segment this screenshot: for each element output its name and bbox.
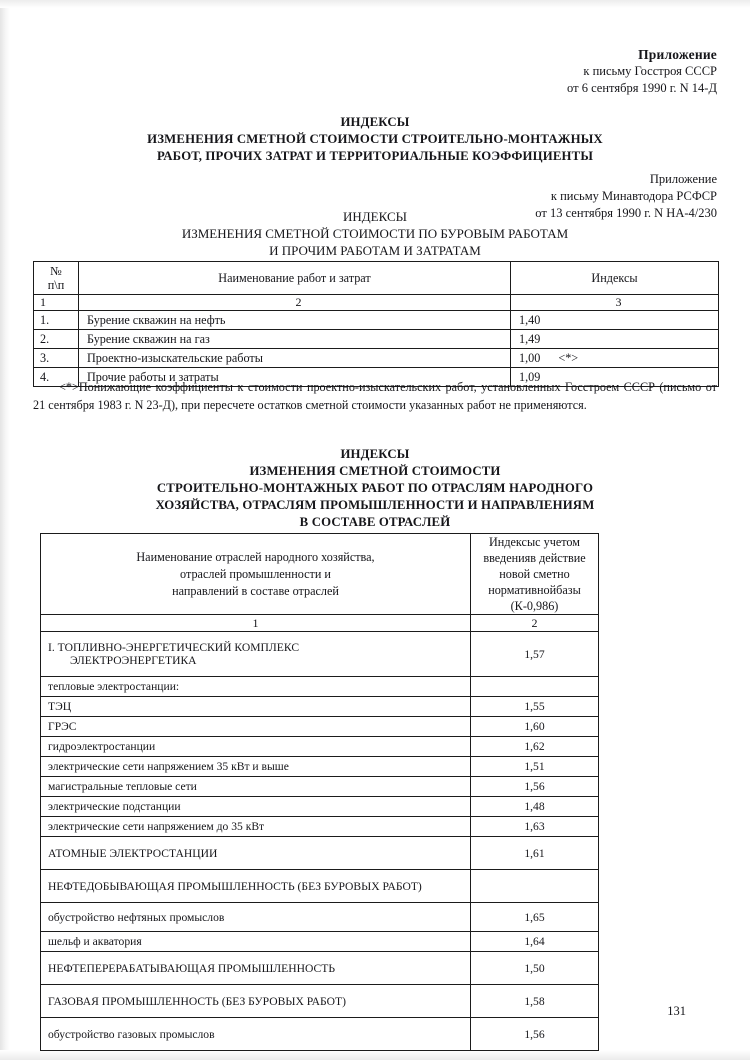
column-header-number: № п\п <box>34 262 79 295</box>
reference-title-gosstroy: Приложение <box>638 47 717 62</box>
cell-index-value <box>511 311 719 330</box>
cell-row-number: 2. <box>34 330 79 349</box>
branch-name-line: ТЭЦ <box>48 700 72 713</box>
scan-edge-bottom <box>0 1050 750 1060</box>
cell-branch-name <box>41 837 471 870</box>
table-two-header-row <box>41 534 599 615</box>
heading-branches-line-3: СТРОИТЕЛЬНО-МОНТАЖНЫХ РАБОТ ПО ОТРАСЛЯМ НАРОДНОГО <box>156 481 594 495</box>
table-row <box>41 932 599 952</box>
heading-drilling-line-1: ИНДЕКСЫ <box>343 209 407 224</box>
table-row <box>41 757 599 777</box>
cell-index-value: 1,58 <box>471 985 599 1018</box>
heading-main-line-3: РАБОТ, ПРОЧИХ ЗАТРАТ И ТЕРРИТОРИАЛЬНЫЕ КОЭФФИЦИЕНТЫ <box>156 149 594 163</box>
cell-index-value <box>511 330 719 349</box>
cell-branch-name <box>41 903 471 932</box>
column-number-3: 3 <box>511 295 719 311</box>
heading-main <box>33 114 717 165</box>
table-row <box>41 697 599 717</box>
heading-main-line-2: ИЗМЕНЕНИЯ СМЕТНОЙ СТОИМОСТИ СТРОИТЕЛЬНО-МОНТАЖНЫХ <box>147 132 603 146</box>
cell-branch-name <box>41 632 471 677</box>
cell-index-value: 1,65 <box>471 903 599 932</box>
cell-branch-name <box>41 677 471 697</box>
cell-index-value: 1,56 <box>471 1018 599 1051</box>
cell-index-value: 1,57 <box>471 632 599 677</box>
heading-branches-line-2: ИЗМЕНЕНИЯ СМЕТНОЙ СТОИМОСТИ <box>249 464 501 478</box>
index-value: 1,49 <box>519 331 541 346</box>
reference-line-gosstroy-2: от 6 сентября 1990 г. N 14-Д <box>567 81 717 95</box>
branch-name-subline: ЭЛЕКТРОЭНЕРГЕТИКА <box>70 654 197 667</box>
branch-name-line: шельф и акватория <box>48 935 142 948</box>
table-row <box>34 349 719 368</box>
reference-line-minavtodor-2: от 13 сентября 1990 г. N НА-4/230 <box>535 206 717 220</box>
cell-index-value: 1,51 <box>471 757 599 777</box>
table-row <box>41 952 599 985</box>
cell-index-value <box>471 677 599 697</box>
cell-branch-name <box>41 777 471 797</box>
cell-index-value: 1,48 <box>471 797 599 817</box>
branch-name-line: обустройство газовых промыслов <box>48 1027 215 1041</box>
column-number-2: 2 <box>471 615 599 632</box>
cell-index-value <box>511 349 719 368</box>
table-drilling-indexes <box>33 261 719 387</box>
table-row <box>41 1018 599 1051</box>
reference-line-gosstroy-1: к письму Госстроя СССР <box>583 64 717 78</box>
table-row <box>41 717 599 737</box>
cell-index-value: 1,61 <box>471 837 599 870</box>
heading-drilling <box>33 208 717 259</box>
table-row <box>41 737 599 757</box>
table-row <box>41 903 599 932</box>
heading-drilling-line-3: И ПРОЧИМ РАБОТАМ И ЗАТРАТАМ <box>269 243 481 258</box>
cell-index-value: 1,55 <box>471 697 599 717</box>
heading-branches-line-1: ИНДЕКСЫ <box>340 447 410 461</box>
table-row <box>41 870 599 903</box>
footnote-asterisk <box>33 378 717 414</box>
table-column-number-row <box>34 295 719 311</box>
reference-block-gosstroy <box>33 46 717 97</box>
reference-title-minavtodor: Приложение <box>649 172 717 186</box>
cell-work-name: Бурение скважин на нефть <box>79 311 511 330</box>
column-number-1: 1 <box>41 615 471 632</box>
footnote-line-2: (письмо от 21 сентября 1983 г. N 23-Д), при пересчете остатков сметной стоимости указанных работ не применяются. <box>33 380 717 412</box>
table-row <box>34 311 719 330</box>
branch-name-line: I. ТОПЛИВНО-ЭНЕРГЕТИЧЕСКИЙ КОМПЛЕКС <box>48 641 300 654</box>
cell-index-value: 1,50 <box>471 952 599 985</box>
cell-branch-name <box>41 1018 471 1051</box>
branch-name-line: электрические сети напряжением 35 кВт и выше <box>48 760 289 773</box>
table-row <box>41 837 599 870</box>
branch-name-line: НЕФТЕДОБЫВАЮЩАЯ ПРОМЫШЛЕННОСТЬ (БЕЗ БУРОВЫХ РАБОТ) <box>48 879 422 893</box>
table-header-row <box>34 262 719 295</box>
cell-branch-name <box>41 697 471 717</box>
column-header-branch-name: Наименование отраслей народного хозяйства, отраслей промышленности и направлений в составе отраслей <box>41 534 471 615</box>
cell-branch-name <box>41 757 471 777</box>
cell-index-value: 1,64 <box>471 932 599 952</box>
cell-branch-name <box>41 932 471 952</box>
cell-work-name: Проектно-изыскательские работы <box>79 349 511 368</box>
table-branch-indexes <box>40 533 599 1051</box>
table-row <box>41 797 599 817</box>
table-row <box>41 817 599 837</box>
column-number-1: 1 <box>34 295 79 311</box>
branch-name-line: электрические подстанции <box>48 800 181 813</box>
heading-branches <box>33 446 717 531</box>
heading-main-line-1: ИНДЕКСЫ <box>340 115 410 129</box>
table-row <box>41 632 599 677</box>
page-number: 131 <box>667 1004 686 1018</box>
column-header-index: Индексы <box>511 262 719 295</box>
cell-branch-name <box>41 717 471 737</box>
cell-row-number: 1. <box>34 311 79 330</box>
cell-index-value <box>471 870 599 903</box>
footnote-line-1: <*>Понижающие коэффициенты к стоимости проектно-изыскательских работ, установленных Госстроем СССР <box>59 380 655 394</box>
branch-name-line: тепловые электростанции: <box>48 680 180 693</box>
cell-index-value: 1,62 <box>471 737 599 757</box>
cell-work-name: Прочие работы и затраты <box>79 368 511 387</box>
column-header-name: Наименование работ и затрат <box>79 262 511 295</box>
heading-branches-line-5: В СОСТАВЕ ОТРАСЛЕЙ <box>299 515 451 529</box>
index-value: 1,09 <box>519 369 541 384</box>
heading-branches-line-4: ХОЗЯЙСТВА, ОТРАСЛЯМ ПРОМЫШЛЕННОСТИ И НАПРАВЛЕНИЯМ <box>155 498 595 512</box>
scan-edge-left <box>0 0 10 1060</box>
branch-name-line: ГРЭС <box>48 720 77 733</box>
heading-drilling-line-2: ИЗМЕНЕНИЯ СМЕТНОЙ СТОИМОСТИ ПО БУРОВЫМ РАБОТАМ <box>181 226 569 241</box>
cell-index-value: 1,63 <box>471 817 599 837</box>
branch-name-line: гидроэлектростанции <box>48 740 156 753</box>
reference-line-minavtodor-1: к письму Минавтодора РСФСР <box>550 189 717 203</box>
cell-work-name: Бурение скважин на газ <box>79 330 511 349</box>
cell-branch-name <box>41 737 471 757</box>
branch-name-line: магистральные тепловые сети <box>48 780 197 793</box>
column-header-branch-index: Индексыс учетом введенияв действие новой сметно нормативнойбазы (К-0,986) <box>471 534 599 615</box>
table-row <box>41 777 599 797</box>
cell-row-number: 3. <box>34 349 79 368</box>
cell-row-number: 4. <box>34 368 79 387</box>
table-row <box>34 330 719 349</box>
branch-name-line: электрические сети напряжением до 35 кВт <box>48 820 265 833</box>
table-row <box>41 677 599 697</box>
cell-branch-name <box>41 952 471 985</box>
branch-name-line: АТОМНЫЕ ЭЛЕКТРОСТАНЦИИ <box>48 846 218 860</box>
branch-name-line: обустройство нефтяных промыслов <box>48 910 225 924</box>
index-footnote-marker: <*> <box>558 350 579 365</box>
index-value: 1,40 <box>519 312 541 327</box>
column-number-2: 2 <box>79 295 511 311</box>
scan-edge-top <box>0 0 750 8</box>
table-two-column-number-row <box>41 615 599 632</box>
cell-branch-name <box>41 817 471 837</box>
cell-branch-name <box>41 797 471 817</box>
cell-branch-name <box>41 870 471 903</box>
cell-index-value: 1,56 <box>471 777 599 797</box>
branch-name-line: НЕФТЕПЕРЕРАБАТЫВАЮЩАЯ ПРОМЫШЛЕННОСТЬ <box>48 961 335 975</box>
branch-name-line: ГАЗОВАЯ ПРОМЫШЛЕННОСТЬ (БЕЗ БУРОВЫХ РАБОТ) <box>48 994 346 1008</box>
cell-index-value: 1,60 <box>471 717 599 737</box>
index-value: 1,00 <box>519 350 541 365</box>
